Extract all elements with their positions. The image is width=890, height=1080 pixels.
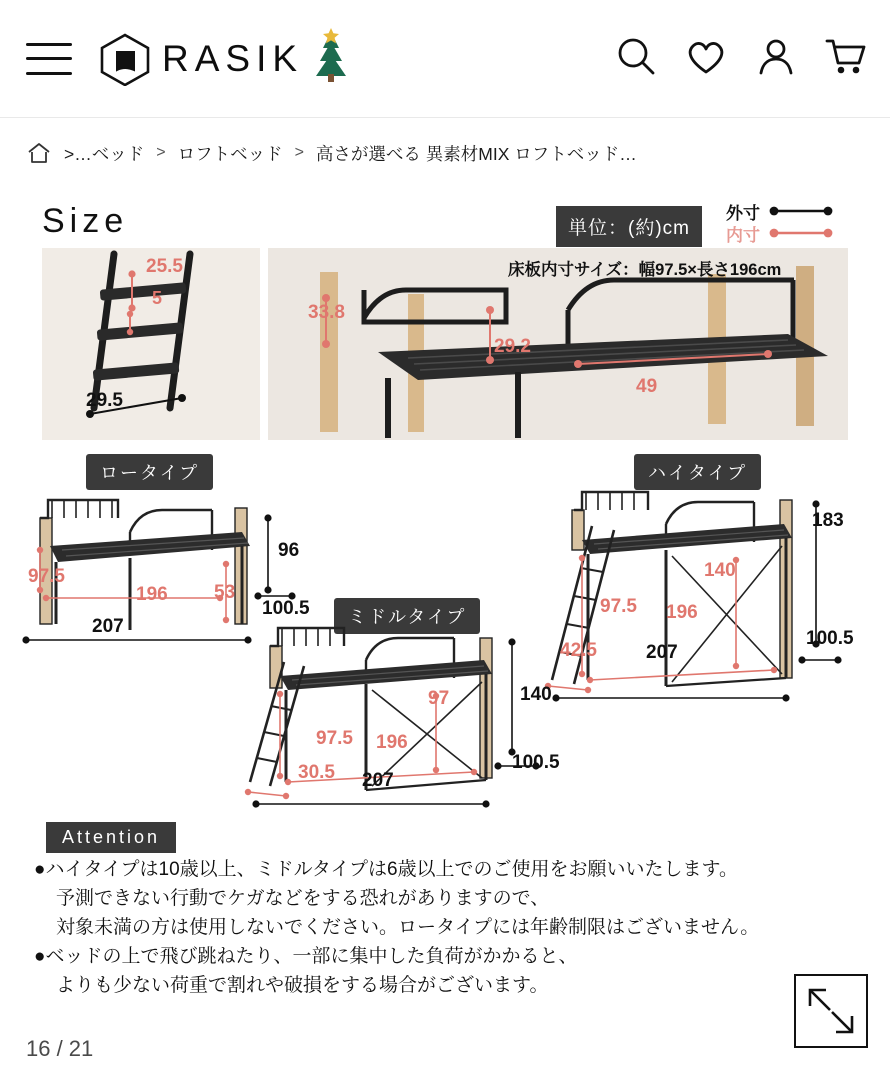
attention-text — [34, 856, 862, 1000]
account-icon[interactable] — [752, 32, 800, 80]
floor-size-note: 床板内寸サイズ：幅97.5×長さ196cm — [508, 261, 782, 279]
dim-mid-outer-width: 100.5 — [512, 752, 560, 773]
tag-mid-type: ミドルタイプ — [334, 598, 480, 634]
page-counter: 16 / 21 — [26, 1036, 94, 1061]
dim-mid-bed-height: 140 — [520, 684, 552, 705]
attention-line-1: 予測できない行動でケガなどをする恐れがありますので、 — [56, 887, 550, 909]
dim-low-outer-width: 100.5 — [262, 598, 310, 619]
dim-high-leg-offset: 42.5 — [560, 640, 597, 661]
legend-outer — [726, 200, 834, 222]
dim-low-bed-height: 96 — [278, 540, 300, 561]
dim-high-outer-length: 207 — [646, 642, 678, 663]
attention-line-0: ●ハイタイプは10歳以上、ミドルタイプは6歳以上でのご使用をお願いいたします。 — [34, 859, 738, 880]
expand-arrows-icon[interactable] — [794, 974, 868, 1048]
size-diagram-image[interactable] — [0, 184, 890, 1074]
dim-mid-inner-length: 196 — [376, 732, 408, 753]
attention-badge: Attention — [46, 822, 176, 853]
legend-outer-label: 外寸 — [726, 203, 760, 223]
hamburger-menu-icon[interactable] — [26, 43, 72, 75]
dim-rail-height: 33.8 — [308, 302, 345, 323]
dim-mid-under-clearance: 97 — [428, 688, 450, 709]
dim-ladder-rung: 5 — [152, 288, 163, 308]
dim-slat-gap: 49 — [636, 376, 658, 397]
unit-badge: 単位：(約)cm — [556, 206, 702, 247]
hamburger-bar — [26, 72, 72, 75]
dim-high-inner-width: 97.5 — [600, 596, 637, 617]
dim-low-under-clearance: 53 — [214, 582, 236, 603]
legend-inner-label: 内寸 — [726, 225, 760, 245]
site-header — [0, 0, 890, 118]
legend-inner — [726, 222, 834, 244]
breadcrumb-item-0[interactable]: >…ベッド — [64, 143, 145, 164]
dim-mid-outer-length: 207 — [362, 770, 394, 791]
dim-high-under-clearance: 140 — [704, 560, 736, 581]
tag-low-type: ロータイプ — [86, 454, 213, 490]
dim-ladder-step: 25.5 — [146, 256, 183, 277]
home-icon[interactable] — [26, 140, 52, 166]
dim-high-inner-length: 196 — [666, 602, 698, 623]
hamburger-bar — [26, 57, 72, 60]
heart-icon[interactable] — [682, 32, 730, 80]
dim-ladder-width: 29.5 — [86, 390, 123, 411]
dim-high-bed-height: 183 — [812, 510, 844, 531]
attention-line-2: 対象未満の方は使用しないでください。ロータイプには年齢制限はございません。 — [56, 916, 760, 938]
site-logo[interactable] — [98, 28, 353, 89]
tag-high-type: ハイタイプ — [634, 454, 761, 490]
dim-mid-inner-width: 97.5 — [316, 728, 353, 749]
attention-line-3: ●ベッドの上で飛び跳ねたり、一部に集中した負荷がかかると、 — [34, 945, 578, 967]
dim-low-inner-width: 97.5 — [28, 566, 65, 587]
breadcrumb-item-1[interactable]: ロフトベッド — [177, 143, 283, 164]
logo-text: RASIK — [162, 37, 304, 79]
dim-rail-gap: 29.2 — [494, 336, 531, 357]
cube-logo-icon — [98, 32, 152, 86]
search-icon[interactable] — [612, 32, 660, 80]
breadcrumb-separator: > — [294, 144, 304, 161]
legend — [726, 200, 834, 244]
attention-line-4: よりも少ない荷重で割れや破損をする場合がございます。 — [56, 974, 549, 996]
cart-icon[interactable] — [822, 32, 870, 80]
header-icon-group — [612, 32, 870, 80]
dim-low-outer-length: 207 — [92, 616, 124, 637]
page-title: Size — [42, 202, 129, 240]
dim-high-outer-width: 100.5 — [806, 628, 854, 649]
dim-mid-leg-offset: 30.5 — [298, 762, 335, 783]
breadcrumb-item-2[interactable]: 高さが選べる 異素材MIX ロフトベッド… — [315, 143, 637, 164]
breadcrumb-separator: > — [156, 144, 166, 161]
hamburger-bar — [26, 43, 72, 46]
christmas-tree-icon — [309, 28, 353, 89]
breadcrumb — [0, 118, 890, 184]
dim-low-inner-length: 196 — [136, 584, 168, 605]
